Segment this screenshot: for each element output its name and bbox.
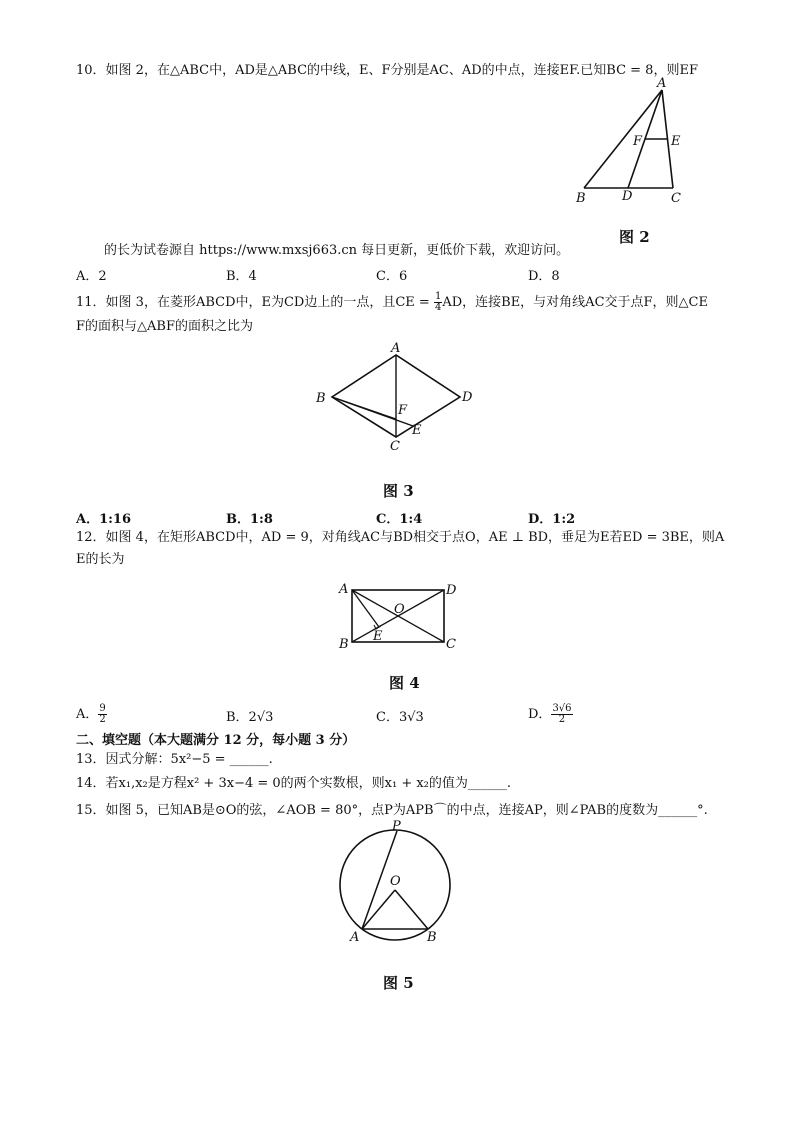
q11-figure-caption: 图 3	[383, 482, 414, 500]
q15-radius-oa	[362, 890, 395, 929]
q10-label-d: D	[622, 189, 633, 204]
q11-label-c: C	[390, 439, 400, 454]
q13-stem: 13．因式分解：5x²−5 = ______.	[76, 752, 273, 767]
q11-option-d[interactable]: D．1:2	[528, 512, 576, 527]
q12-option-a-fraction	[98, 704, 106, 725]
q10-figure-caption: 图 2	[619, 228, 650, 246]
q15-stem: 15．如图 5，已知AB是⊙O的弦，∠AOB = 80°，点P为APB⌒的中点，连接AP，则∠PAB的度数为______°.	[76, 803, 708, 818]
q10-label-e: E	[671, 134, 681, 149]
q11-label-e: E	[412, 423, 422, 438]
q12-option-a-prefix: A．	[76, 707, 99, 722]
q12-option-a-num: 9	[99, 703, 106, 714]
q12-option-d-prefix: D．	[528, 707, 552, 722]
q11-fraction-num: 1	[434, 291, 442, 302]
q15-figure-caption: 图 5	[383, 974, 414, 992]
q15-label-a: A	[350, 930, 360, 945]
q12-option-a[interactable]	[76, 703, 107, 725]
q11-stem-post: AD，连接BE，与对角线AC交于点F，则△CE	[442, 295, 708, 310]
q11-label-f: F	[398, 403, 408, 418]
q14-stem: 14．若x₁,x₂是方程x² + 3x−4 = 0的两个实数根，则x₁ + x₂的值为______.	[76, 776, 512, 791]
q10-label-a: A	[657, 76, 667, 91]
q11-label-b: B	[316, 391, 326, 406]
q12-label-d: D	[446, 583, 457, 598]
q12-options	[76, 703, 676, 727]
q10-figure	[570, 76, 690, 212]
q10-options	[76, 265, 676, 283]
q10-label-b: B	[576, 191, 586, 206]
q12-stem-line2: E的长为	[76, 552, 125, 567]
q10-option-a[interactable]: A．2	[76, 269, 107, 284]
q15-radius-ob	[395, 890, 428, 929]
q11-stem-pre: 11．如图 3，在菱形ABCD中，E为CD边上的一点，且CE =	[76, 295, 434, 310]
q12-option-d-fraction	[551, 704, 572, 725]
q12-figure-caption: 图 4	[389, 674, 420, 692]
q10-option-d[interactable]: D．8	[528, 269, 560, 284]
q12-stem-line1: 12．如图 4，在矩形ABCD中，AD = 9，对角线AC与BD相交于点O，AE ⊥ BD，垂足为E若ED = 3BE，则A	[76, 530, 725, 545]
q11-option-c[interactable]: C．1:4	[376, 512, 423, 527]
q11-label-d: D	[462, 390, 473, 405]
q12-option-a-den: 2	[99, 714, 106, 725]
q12-segment-ae	[352, 590, 379, 627]
q11-segment-bf	[332, 397, 396, 419]
q15-label-b: B	[427, 930, 437, 945]
q15-label-o: O	[390, 874, 401, 889]
q12-figure	[336, 580, 466, 655]
q10-label-f: F	[633, 134, 643, 149]
q15-figure	[335, 819, 460, 947]
q11-stem-line1	[76, 292, 708, 313]
q11-figure	[310, 340, 490, 455]
section2-heading: 二、填空题（本大题满分 12 分，每小题 3 分）	[76, 733, 356, 748]
q12-option-d-den: 2	[558, 714, 566, 725]
q12-label-b: B	[339, 637, 349, 652]
q12-option-b[interactable]: B．2√3	[226, 710, 274, 725]
q11-fraction-den: 4	[434, 302, 442, 313]
q15-label-p: P	[392, 819, 401, 834]
q10-option-b[interactable]: B．4	[226, 269, 257, 284]
q11-options	[76, 508, 676, 526]
q10-label-c: C	[671, 191, 681, 206]
q11-option-a[interactable]: A．1:16	[76, 512, 132, 527]
q12-label-c: C	[446, 637, 456, 652]
q12-label-o: O	[394, 602, 405, 617]
q12-label-e: E	[373, 629, 383, 644]
q12-label-a: A	[339, 582, 349, 597]
q12-option-d[interactable]	[528, 703, 573, 725]
q10-stem-line2: 的长为试卷源自 https://www.mxsj663.cn 每日更新，更低价下载，欢迎访问。	[104, 243, 570, 258]
q10-option-c[interactable]: C．6	[376, 269, 408, 284]
q12-option-c[interactable]: C．3√3	[376, 710, 424, 725]
q12-option-d-num: 3√6	[552, 703, 572, 714]
q11-option-b[interactable]: B．1:8	[226, 512, 273, 527]
q11-label-a: A	[391, 341, 401, 356]
q10-stem-line1: 10．如图 2，在△ABC中，AD是△ABC的中线，E、F分别是AC、AD的中点，连接EF.已知BC = 8，则EF	[76, 63, 698, 78]
q11-stem-line2: F的面积与△ABF的面积之比为	[76, 319, 253, 334]
